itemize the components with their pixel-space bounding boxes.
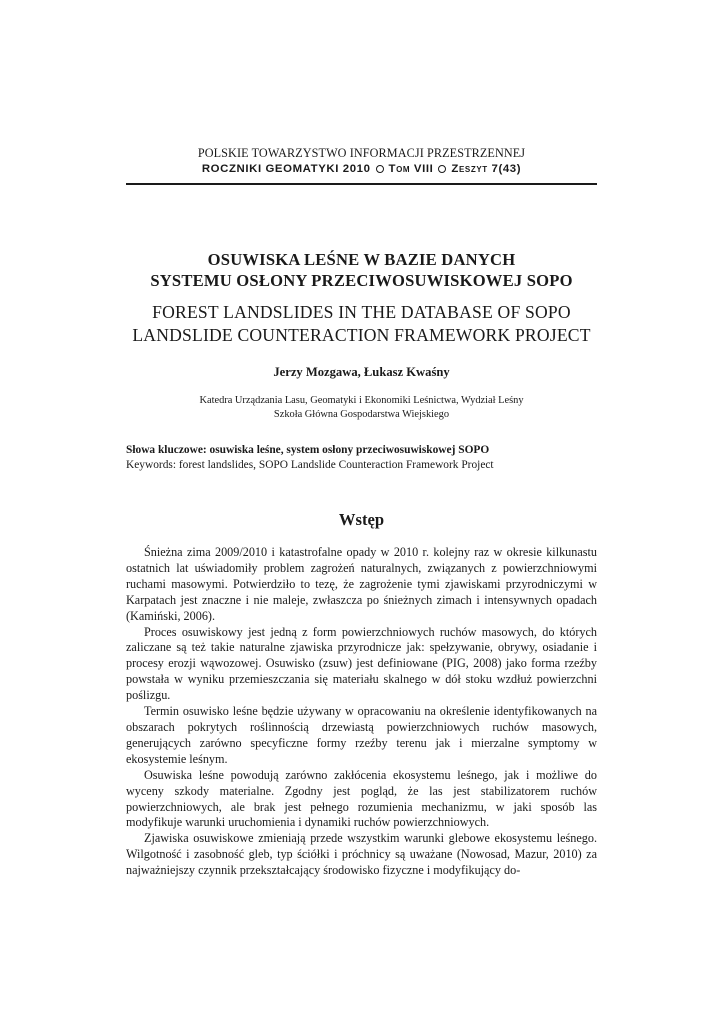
- circle-separator-icon: [376, 165, 384, 173]
- header-divider: [126, 183, 597, 185]
- circle-separator-icon: [438, 165, 446, 173]
- keywords-polish: Słowa kluczowe: osuwiska leśne, system osłony przeciwosuwiskowej SOPO: [126, 444, 490, 456]
- journal-name: ROCZNIKI GEOMATYKI 2010: [201, 163, 371, 175]
- paragraph: Zjawiska osuwiskowe zmieniają przede wszystkim warunki glebowe ekosystemu leśnego. Wilgotność i zasobność gleb, typ ściółki i próchnicy są uważane (Nowosad, Mazur, 2010) za najważniejszy czynnik przekształcający środowisko fizyczne i modyfikujący do-: [126, 831, 597, 878]
- keywords-english: Keywords: forest landslides, SOPO Landslide Counteraction Framework Project: [126, 459, 494, 471]
- volume-label: Tom VIII: [388, 163, 434, 175]
- title-polish-line: OSUWISKA LEŚNE W BAZIE DANYCH: [207, 250, 516, 269]
- issue-label: Zeszyt 7(43): [451, 163, 522, 175]
- title-english-line: FOREST LANDSLIDES IN THE DATABASE OF SOPO: [152, 302, 571, 322]
- paragraph: Proces osuwiskowy jest jedną z form powierzchniowych ruchów masowych, do których zaliczane są też takie naturalne zjawiska przyrodnicze jak: spełzywanie, obrywy, osiadanie i procesy erozji wąwozowej. Osuwisko (zsuw) jest definiowane (PIG, 2008) jako forma rzeźby powstała w wyniku przemieszczania się materiału skalnego w dół stoku wzdłuż powierzchni poślizgu.: [126, 624, 597, 703]
- society-name: POLSKIE TOWARZYSTWO INFORMACJI PRZESTRZENNEJ: [197, 146, 526, 160]
- authors: Jerzy Mozgawa, Łukasz Kwaśny: [273, 365, 450, 379]
- title-polish: [126, 249, 597, 291]
- document-page: [126, 0, 597, 1024]
- section-heading: Wstęp: [338, 510, 385, 529]
- affiliation-line: Szkoła Główna Gospodarstwa Wiejskiego: [273, 409, 450, 420]
- affiliation-line: Katedra Urządzania Lasu, Geomatyki i Ekonomiki Leśnictwa, Wydział Leśny: [199, 395, 524, 406]
- title-english-line: LANDSLIDE COUNTERACTION FRAMEWORK PROJECT: [132, 324, 591, 345]
- title-english: [126, 301, 597, 346]
- keywords-block: [126, 443, 597, 473]
- journal-header: [126, 163, 597, 175]
- paragraph: Termin osuwisko leśne będzie używany w opracowaniu na określenie identyfikowanych na obszarach pokrytych roślinnością drzewiastą powierzchniowych ruchów masowych, generujących zarówno specyficzne formy rzeźby terenu jak i mierzalne symptomy w ekosystemie leśnym.: [126, 704, 597, 766]
- paragraph: Śnieżna zima 2009/2010 i katastrofalne opady w 2010 r. kolejny raz w okresie kilkunastu ostatnich lat uświadomiły problem zagrożeń naturalnych, związanych z powierzchniowymi ruchami masowymi. Potwierdziło to tezę, że zagrożenie tymi zjawiskami przyrodniczymi w Karpatach jest znaczne i nie maleje, zwłaszcza po śnieżnych zimach i intensywnych opadach (Kamiński, 2006).: [126, 545, 597, 623]
- affiliation: [126, 394, 597, 422]
- title-polish-line: SYSTEMU OSŁONY PRZECIWOSUWISKOWEJ SOPO: [150, 271, 573, 290]
- paragraph: Osuwiska leśne powodują zarówno zakłócenia ekosystemu leśnego, jak i możliwe do wyceny szkody materialne. Zgodny jest pogląd, że las jest stabilizatorem ruchów powierzchniowych, ale brak jest pełnego rozumienia mechanizmu, w jaki sposób las modyfikuje warunki uruchomienia i dynamiki ruchów powierzchniowych.: [126, 767, 597, 830]
- body-text: [126, 545, 597, 879]
